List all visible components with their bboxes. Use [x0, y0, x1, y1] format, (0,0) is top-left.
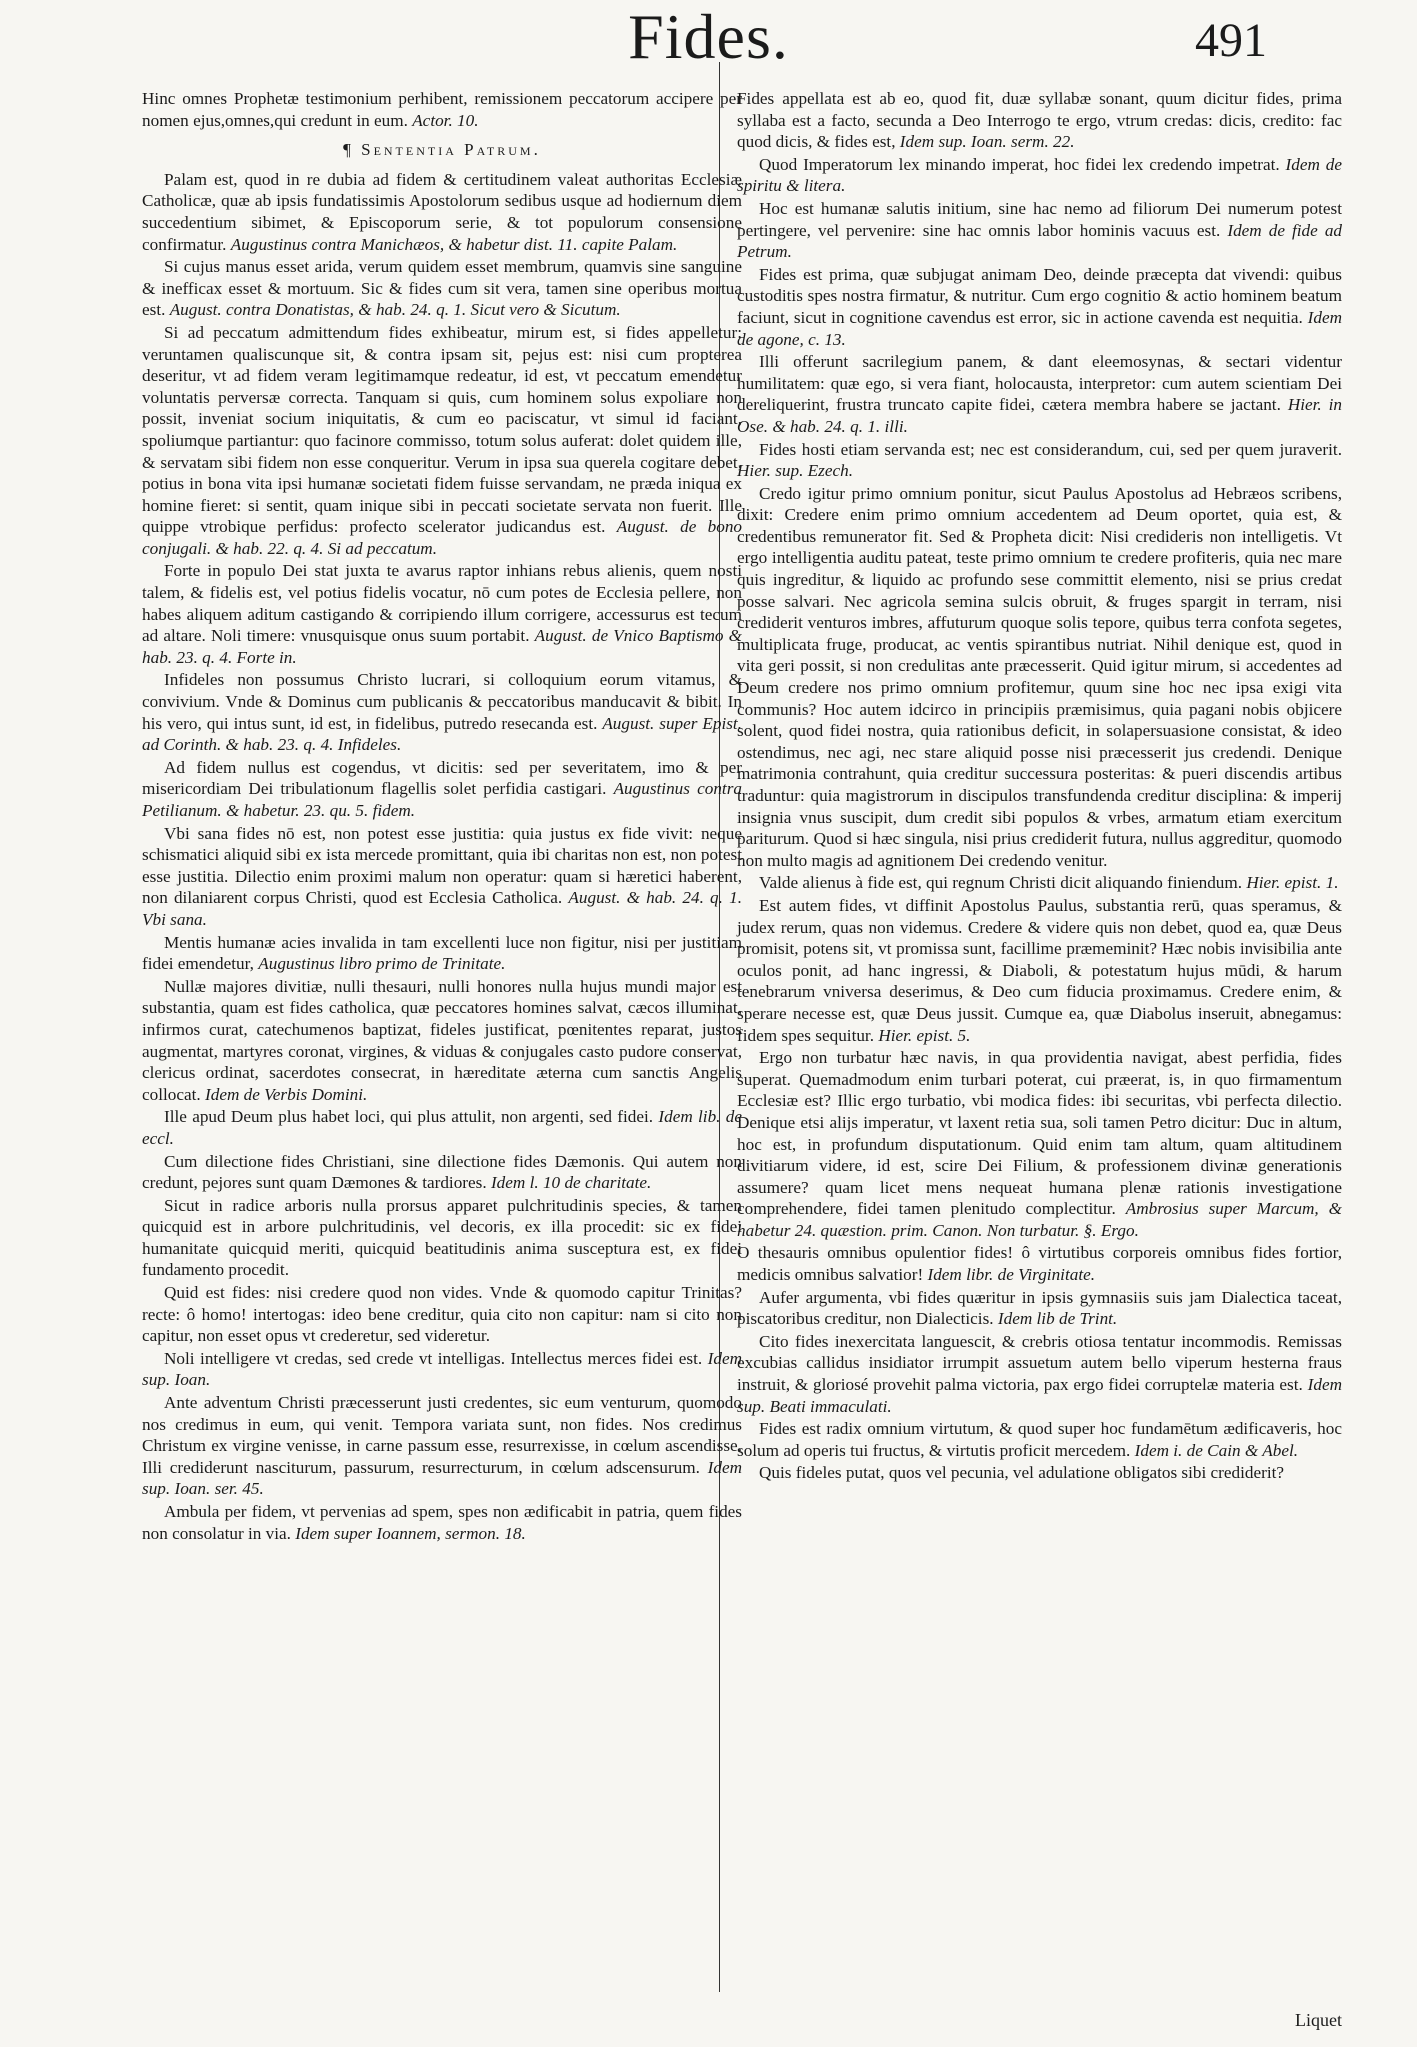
- paragraph-text: O thesauris omnibus opulentior fides! ô virtutibus corporeis omnibus fides fortior, medicis omnibus salvatior!: [737, 1243, 1342, 1285]
- paragraph: [737, 439, 1342, 482]
- left-paragraphs: [142, 169, 742, 1544]
- paragraph-text: Noli intelligere vt credas, sed crede vt intelligas. Intellectus merces fidei est.: [164, 1348, 703, 1368]
- paragraph-text: Sicut in radice arboris nulla prorsus apparet pulchritudinis species, & tamen quicquid est in arbore pulchritudinis, vel decoris, ex illa procedit: sic ex fidei humanitate quicquid meriti, quicquid beatitudinis anima susceptura est, ex fidei fundamento procedit.: [142, 1195, 742, 1280]
- citation: Idem de spiritu & litera.: [737, 154, 1342, 196]
- paragraph: [737, 351, 1342, 437]
- citation: Idem l. 10 de charitate.: [490, 1173, 652, 1193]
- citation: Idem sup. Ioan.: [142, 1348, 743, 1390]
- citation: Ambrosius super Marcum, & habetur 24. quæstion. prim. Canon. Non turbatur. §. Ergo.: [737, 1199, 1343, 1240]
- citation: Actor. 10.: [412, 110, 479, 130]
- citation: August. & hab. 24. q. 1. Vbi sana.: [142, 888, 742, 929]
- citation: Augustinus contra Petilianum. & habetur. 23. qu. 5. fidem.: [142, 779, 742, 820]
- citation: August. de Vnico Baptismo & hab. 23. q. 4. Forte in.: [142, 626, 742, 667]
- paragraph: [737, 1418, 1342, 1461]
- citation: Hier. epist. 5.: [878, 1025, 971, 1045]
- paragraph: [737, 154, 1342, 197]
- citation: Idem i. de Cain & Abel.: [1134, 1440, 1299, 1460]
- paragraph-text: Mentis humanæ acies invalida in tam excellenti luce non figitur, nisi per justitiam fidei emendetur,: [142, 932, 742, 974]
- paragraph-text: Quid est fides: nisi credere quod non vides. Vnde & quomodo capitur Trinitas? recte: ô homo! intertogas: ideo bene creditur, quia cito non capitur: nam si cito non capitur, non esset opus vt crederetur, sed videretur.: [142, 1283, 742, 1346]
- paragraph: [737, 264, 1342, 350]
- citation: August. contra Donatistas, & hab. 24. q. 1. Sicut vero & Sicutum.: [169, 300, 621, 320]
- paragraph-text: Illi offerunt sacrilegium panem, & dant eleemosynas, & sectari videntur humilitatem: quæ ego, si vera fiant, holocausta, interpretor: cum autem scientiam Dei dereliquerint, frustra truncato capite fidei, cætera membra habere se jactant.: [737, 352, 1342, 415]
- citation: Idem super Ioannem, sermon. 18.: [295, 1523, 526, 1543]
- right-paragraphs: [737, 88, 1342, 1484]
- paragraph: [142, 169, 742, 255]
- paragraph: [737, 88, 1342, 153]
- paragraph: [142, 1106, 742, 1149]
- paragraph: [142, 1348, 742, 1391]
- paragraph: [142, 669, 742, 755]
- intro-paragraph: [142, 88, 742, 131]
- page-title: Fides.: [628, 1, 789, 72]
- paragraph-text: Credo igitur primo omnium ponitur, sicut Paulus Apostolus ad Hebræos scribens, dixit: Credere enim primo omnium accedentem ad Deum oportet, quia est, & credentibus remunerator fit. Sed & Propheta dicit: Nisi credideris non intelligetis. Vt ergo intelligentia auditu pateat, teste primo omnium te credere profiteris, quia nec mare quis ingreditur, & liquido ac profundo sese committit elemento, nisi se prius credat posse salvari. Nec agricola semina sulcis obruit, & fruges spargit in terram, nisi crediderit venturos imbres, affuturum quoque solis tepore, quibus terra confota segetes, multiplicata fruge, producat, ac ventis spirantibus nutriat. Nihil denique est, quod in vita geri possit, si non credulitas ante præcesserit. Quid igitur mirum, si accedentes ad Deum credere nos primo omnium profitemur, quum sine hoc nec ipsa exigi vita communis? Hoc autem idcirco in principiis præmisimus, quia pagani nobis objicere solent, quod fidei nostra, quia rationibus deficit, in solapersuasione consistat, & ideo ostendimus, nec agi, nec stare aliquid posse nisi præcesserit jus credendi. Denique matrimonia contrahunt, quia creditur successura posteritas: & pueri discendis artibus traduntur: quia magistrorum in discipulos transfundenda creditur disciplina: & imperij insignia vnus suscipit, dum credit sibi populos & vrbes, armatum etiam exercitum pariturum. Quod si hæc singula, nisi prius crediderit futura, nullus aggreditur, quomodo non multo magis ad agnitionem Dei credendo venitur.: [737, 483, 1342, 870]
- section-heading: ¶ Sententia Patrum.: [343, 140, 541, 160]
- paragraph-text: Vbi sana fides nō est, non potest esse justitia: quia justus ex fide vivit: neque schismatici aliquid sibi ex ista mercede promittant, quia ibi charitas non est, non potest esse justitia. Dilectio enim proximi malum non operatur: quam si hæretici haberent, non dilaniarent corpus Christi, quod est Ecclesia Catholica.: [142, 823, 742, 908]
- paragraph-text: Ambula per fidem, vt pervenias ad spem, spes non ædificabit in patria, quem fides non consolatur in via.: [142, 1502, 742, 1543]
- paragraph-text: Ante adventum Christi præcesserunt justi credentes, sic eum venturum, quomodo nos credimus in eum, qui venit. Tempora variata sunt, non fides. Nos credimus Christum ex virgine venisse, in carne passum esse, resurrexisse, in cœlum ascendisse. Illi crediderunt nasciturum, passurum, resurrecturum, in cœlum adscensurum.: [142, 1393, 742, 1477]
- citation: Hier. sup. Ezech.: [737, 461, 853, 481]
- paragraph: [737, 1047, 1342, 1241]
- paragraph: [142, 256, 742, 321]
- citation: Idem lib. de eccl.: [142, 1107, 742, 1148]
- paragraph: [142, 1501, 742, 1544]
- paragraph-text: Quis fideles putat, quos vel pecunia, vel adulatione obligatos sibi crediderit?: [759, 1463, 1285, 1483]
- paragraph: [737, 198, 1342, 263]
- citation: Idem sup. Beati immaculati.: [737, 1375, 1343, 1416]
- citation: Idem libr. de Virginitate.: [927, 1265, 1096, 1285]
- citation: Idem sup. Ioan. serm. 22.: [899, 132, 1075, 152]
- page-number: 491: [1195, 14, 1267, 67]
- paragraph: [142, 976, 742, 1106]
- paragraph-text: Est autem fides, vt diffinit Apostolus Paulus, substantia rerū, quas speramus, & judex rerum, quas non videmus. Credere & videre quis non debet, quod ea, quæ Deus promisit, potens sit, vt promissa sunt, facillime præmeminit? Hæc nobis invisibilia ante oculos ponit, ad hanc ingressi, & Diaboli, & potestatum hujus mūdi, & harum tenebrarum vniversa deserimus, & Deo cum fiducia proximamus. Credere enim, & sperare necesse est, quæ Deus jussit. Cumque ea, quæ Diabolus inseruit, abnegamus: fidem spes sequitur.: [737, 895, 1342, 1045]
- paragraph-text: Ergo non turbatur hæc navis, in qua providentia navigat, abest perfidia, fides superat. Quemadmodum enim turbari poterat, cui præerat, is, in quo firmamentum Ecclesiæ est? Illic ergo turbatio, vbi modica fides: ibi securitas, vbi perfecta dilectio. Denique etsi alijs imperatur, vt laxent retia sua, soli tamen Petro dicitur: Duc in altum, hoc est, in profundum disputationum. Quid enim tam altum, quam altitudinem divitiarum videre, id est, scire Dei Filium, & professionem divinæ generationis assumere? quam licet mens nequeat humana plenæ rationis investigatione comprehendere, fidei tamen plenitudo complectitur.: [737, 1048, 1342, 1219]
- paragraph-text: Ad fidem nullus est cogendus, vt dicitis: sed per severitatem, imo & per misericordiam Dei tribulationum flagellis solet perfidia castigari.: [142, 757, 742, 799]
- catchword: Liquet: [1295, 2010, 1342, 2030]
- citation: Idem de agone, c. 13.: [737, 307, 1343, 349]
- citation: August. super Epist. ad Corinth. & hab. 23. q. 4. Infideles.: [142, 713, 742, 755]
- citation: Idem sup. Ioan. ser. 45.: [142, 1457, 742, 1499]
- paragraph-text: Si ad peccatum admittendum fides exhibeatur, mirum est, si fides appelletur: veruntamen qualiscunque sit, & contra ipsam sit, pejus est: nisi cum propterea deseritur, vt ad fidem veram legitimamque redeatur, id est, vt peccatum emendetur voluntatis perversæ correcta. Tanquam si quis, cum hominem solus expoliare non possit, inveniat socium iniquitatis, & cum eo paciscatur, vt simul id faciant, spoliumque partiantur: quo facinore commisso, totum solus auferat: dolet quidem ille, & servatam sibi fidem non esse conqueritur. Verum in ipsa sua querela cogitare debet, potius in bona vita ipsi humanæ societati fidem fuisse servandam, ne præda iniqua ex homine fieret: si sentit, quam inique sibi in peccati societate servata non fuerit. Ille quippe vtrobique perfidus: profecto scelerator judicandus est.: [142, 322, 742, 537]
- left-column: [142, 88, 742, 1545]
- paragraph: [737, 872, 1342, 894]
- paragraph-text: Aufer argumenta, vbi fides quæritur in ipsis gymnasiis suis jam Dialectica taceat, piscatoribus creditur, non Dialecticis.: [737, 1287, 1342, 1329]
- paragraph-text: Forte in populo Dei stat juxta te avarus raptor inhians rebus alienis, quem nosti talem, & fidelis est, vel potius fidelis vocatur, nō cum potes de Ecclesia pellere, non habes aliquem aditum castigando & corripiendo illum corrigere, accessurus est tecum ad altare. Noli timere: vnusquisque onus suum portabit.: [142, 561, 742, 646]
- paragraph-text: Hoc est humanæ salutis initium, sine hac nemo ad filiorum Dei numerum potest pertingere, vel pervenire: sine hac omnis labor hominis vacuus est.: [737, 198, 1342, 240]
- paragraph: [142, 757, 742, 822]
- citation: Idem lib de Trint.: [997, 1309, 1118, 1329]
- paragraph: [142, 823, 742, 931]
- paragraph: [737, 1242, 1342, 1285]
- paragraph-text: Palam est, quod in re dubia ad fidem & certitudinem valeat authoritas Ecclesiæ Catholicæ, quæ ab ipsis fundatissimis Apostolorum sedibus usque ad hodiernum diem succedentium sibimet, & Episcoporum serie, & tot populorum consensione confirmatur.: [142, 169, 742, 254]
- citation: Hier. epist. 1.: [1246, 873, 1339, 893]
- citation: Idem de fide ad Petrum.: [737, 220, 1343, 262]
- paragraph-text: Si cujus manus esset arida, verum quidem esset membrum, quamvis sine sanguine & inefficax esset & mortuum. Sic & fides cum sit vera, tamen sine operibus mortua est.: [142, 257, 742, 320]
- citation: Augustinus libro primo de Trinitate.: [258, 954, 506, 974]
- paragraph: [142, 1195, 742, 1281]
- paragraph-text: Valde alienus à fide est, qui regnum Christi dicit aliquando finiendum.: [759, 873, 1243, 893]
- paragraph: [737, 895, 1342, 1046]
- paragraph-text: Ille apud Deum plus habet loci, qui plus attulit, non argenti, sed fidei.: [164, 1107, 654, 1127]
- paragraph: [142, 1392, 742, 1500]
- paragraph-text: Fides est radix omnium virtutum, & quod super hoc fundamētum ædificaveris, hoc solum ad operis tui fructus, & virtutis proficit mercedem.: [737, 1419, 1342, 1460]
- paragraph: [142, 1282, 742, 1347]
- paragraph: [737, 1287, 1342, 1330]
- citation: Idem de Verbis Domini.: [205, 1084, 368, 1104]
- paragraph: [737, 1331, 1342, 1417]
- paragraph: [142, 932, 742, 975]
- citation: Hier. in Ose. & hab. 24. q. 1. illi.: [737, 395, 1343, 436]
- paragraph-text: Fides est prima, quæ subjugat animam Deo, deinde præcepta dat vivendi: quibus custoditis spes nostra firmatur, & nutritur. Cum ergo cognitio & actio hominem beatum faciunt, sicut in cognitione cavendus est error, sic in actione cavenda est nequitia.: [737, 264, 1342, 327]
- citation: August. de bono conjugali. & hab. 22. q. 4. Si ad peccatum.: [142, 517, 743, 558]
- paragraph-text: Cum dilectione fides Christiani, sine dilectione fides Dæmonis. Qui autem non credunt, pejores sunt quam Dæmones & tardiores.: [142, 1151, 742, 1193]
- paragraph-text: Infideles non possumus Christo lucrari, si colloquium eorum vitamus, & convivium. Vnde & Dominus cum publicanis & peccatoribus manducavit & bibit. In his vero, qui intus sunt, id est, in fidelibus, putredo resecanda est.: [142, 670, 742, 733]
- right-column: [737, 88, 1342, 1485]
- paragraph: [142, 322, 742, 560]
- paragraph: [142, 1151, 742, 1194]
- paragraph-text: Fides hosti etiam servanda est; nec est considerandum, cui, sed per quem juraverit.: [759, 439, 1342, 459]
- paragraph-text: Nullæ majores divitiæ, nulli thesauri, nulli honores nulla hujus mundi major est substantia, quam est fides catholica, quæ peccatores homines salvat, cæcos illuminat, infirmos curat, catechumenos baptizat, fideles justificat, pœnitentes reparat, justos augmentat, martyres coronat, virgines, & viduas & conjugales casto pudore conservat, clericus ordinat, sacerdotes consecrat, in hæreditate æterna cum sanctis Angelis collocat.: [142, 976, 742, 1104]
- paragraph: [737, 483, 1342, 872]
- paragraph-text: Fides appellata est ab eo, quod fit, duæ syllabæ sonant, quum dicitur fides, prima syllaba est a facto, secunda a Deo Interrogo te ergo, vtrum credas: dicis, credito: fac quod dicis, & fides est,: [737, 89, 1342, 152]
- paragraph-text: Hinc omnes Prophetæ testimonium perhibent, remissionem peccatorum accipere per nomen ejus,omnes,qui credunt in eum.: [142, 89, 742, 130]
- paragraph-text: Quod Imperatorum lex minando imperat, hoc fidei lex credendo impetrat.: [759, 154, 1280, 174]
- paragraph-text: Cito fides inexercitata languescit, & crebris otiosa tentatur incommodis. Remissas excubias callidus insidiator irrumpit assuetum autem bello viperum hesterna fraus instruit, & gloriosé provehit palma victoria, pax ergo fidei corruptelæ materia est.: [737, 1331, 1342, 1395]
- paragraph: [737, 1462, 1342, 1484]
- citation: Augustinus contra Manichæos, & habetur dist. 11. capite Palam.: [230, 234, 678, 254]
- paragraph: [142, 560, 742, 668]
